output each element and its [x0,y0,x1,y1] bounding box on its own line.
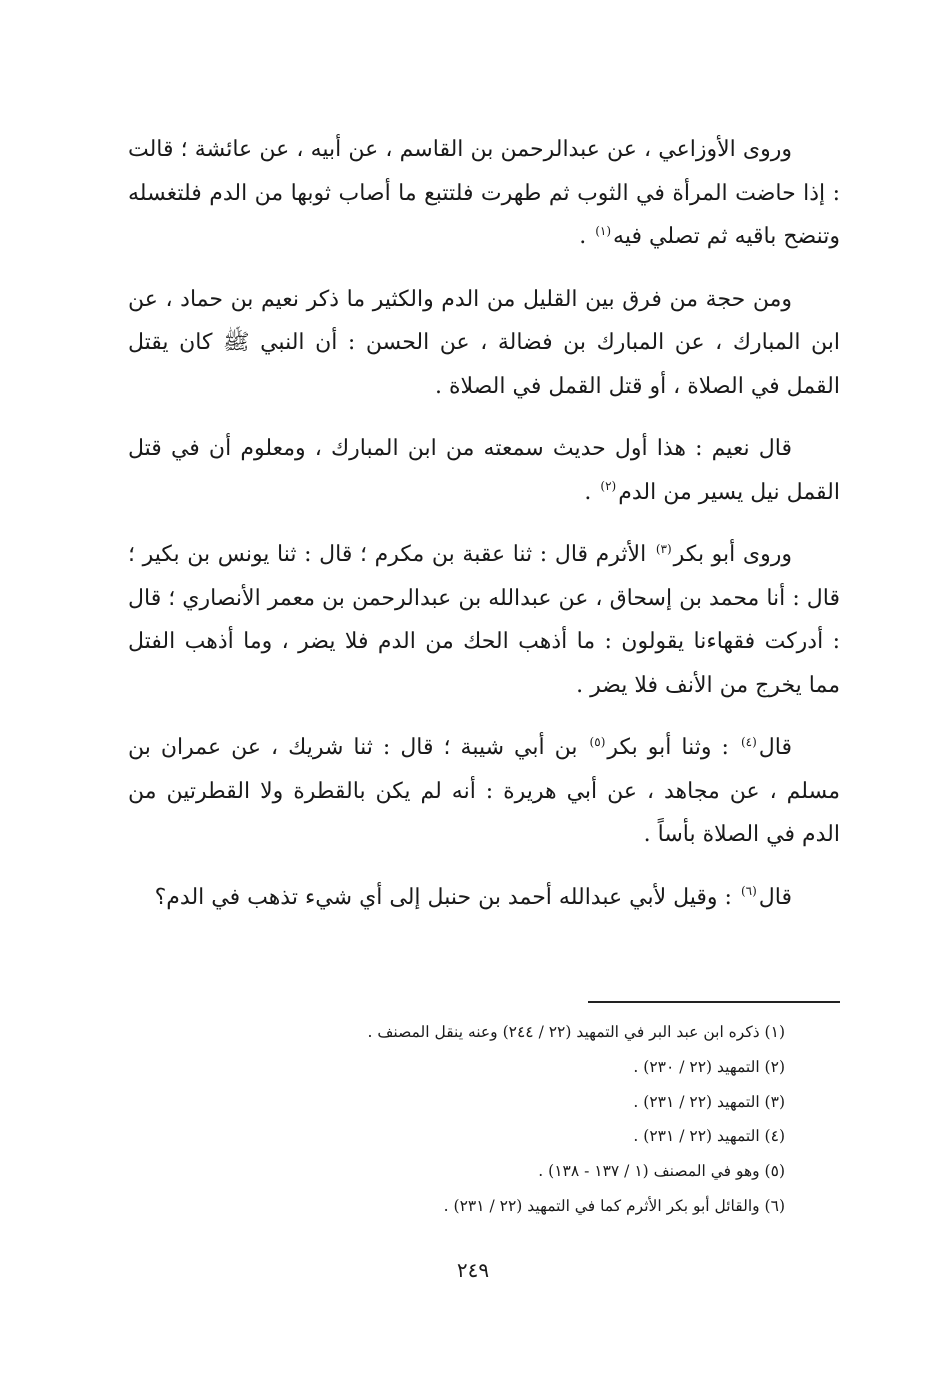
footnotes [200,1015,785,1224]
footnote-item: (٥) وهو في المصنف (١ / ١٣٧ - ١٣٨) . [538,1162,785,1181]
footnote-separator [588,1001,840,1003]
footnote-marker: (١) [595,223,612,238]
page-number: ٢٤٩ [456,1258,490,1282]
footnote-marker: (٤) [740,734,757,749]
paragraph-text: . [584,479,599,505]
footnote-marker: (٢) [600,479,617,494]
paragraph-text: قال [758,884,792,910]
paragraph-text: . [579,224,594,249]
paragraph-text: قال نعيم : هذا أول حديث سمعته من ابن المبارك ، ومعلوم أن في قتل القمل نيل يسير من الدم [128,436,840,505]
footnote-marker: (٣) [655,541,672,556]
paragraph [128,726,840,857]
paragraph-text: قال [758,735,792,760]
footnote-item: (٦) والقائل أبو بكر الأثرم كما في التمهيد (٢٢ / ٢٣١) . [443,1196,785,1215]
paragraph-text: ومن حجة من فرق بين القليل من الدم والكثير ما ذكر نعيم بن حماد ، عن ابن المبارك ، عن المبارك بن فضالة ، عن الحسن : أن النبي ﷺ كان يقتل القمل في الصلاة ، أو قتل القمل في الصلاة . [128,286,840,399]
footnote-item: (٤) التمهيد (٢٢ / ٢٣١) . [633,1127,785,1146]
footnote-item: (٢) التمهيد (٢٢ / ٢٣٠) . [633,1057,785,1076]
paragraph-text: : وقيل لأبي عبدالله أحمد بن حنبل إلى أي شيء تذهب في الدم؟ [154,884,739,910]
paragraph-text: الأثرم قال : ثنا عقبة بن مكرم ؛ قال : ثنا يونس بن بكير ؛ قال : أنا محمد بن إسحاق ، عن عبدالله بن عبدالرحمن بن معمر الأنصاري ؛ قال : أدركت فقهاءنا يقولون : ما أذهب الحك من الدم فلا يضر ، وما أذهب الفتل مما يخرج من الأنف فلا يضر . [128,542,840,698]
paragraph-text: : وثنا أبو بكر [607,735,739,760]
paragraph [128,533,840,707]
main-text [128,128,840,938]
footnote-marker: (٦) [740,884,757,899]
footnote-item: (٣) التمهيد (٢٢ / ٢٣١) . [633,1092,785,1111]
paragraph-text: وروى أبو بكر [673,542,792,567]
paragraph-text: وروى الأوزاعي ، عن عبدالرحمن بن القاسم ، عن أبيه ، عن عائشة ؛ قالت : إذا حاضت المرأة في الثوب ثم طهرت فلتتبع ما أصاب ثوبها من الدم فلتغسله وتنضح باقيه ثم تصلي فيه [128,137,840,249]
paragraph-text: بن أبي شيبة ؛ قال : ثنا شريك ، عن عمران بن مسلم ، عن مجاهد ، عن أبي هريرة : أنه لم يكن بالقطرة ولا القطرتين من الدم في الصلاة بأساً . [128,735,840,847]
paragraph [128,128,840,259]
paragraph [128,876,840,920]
footnote-item: (١) ذكره ابن عبد البر في التمهيد (٢٢ / ٢٤٤) وعنه ينقل المصنف . [367,1023,785,1041]
footnote-marker: (٥) [589,734,606,749]
paragraph [128,278,840,409]
paragraph [128,427,840,514]
